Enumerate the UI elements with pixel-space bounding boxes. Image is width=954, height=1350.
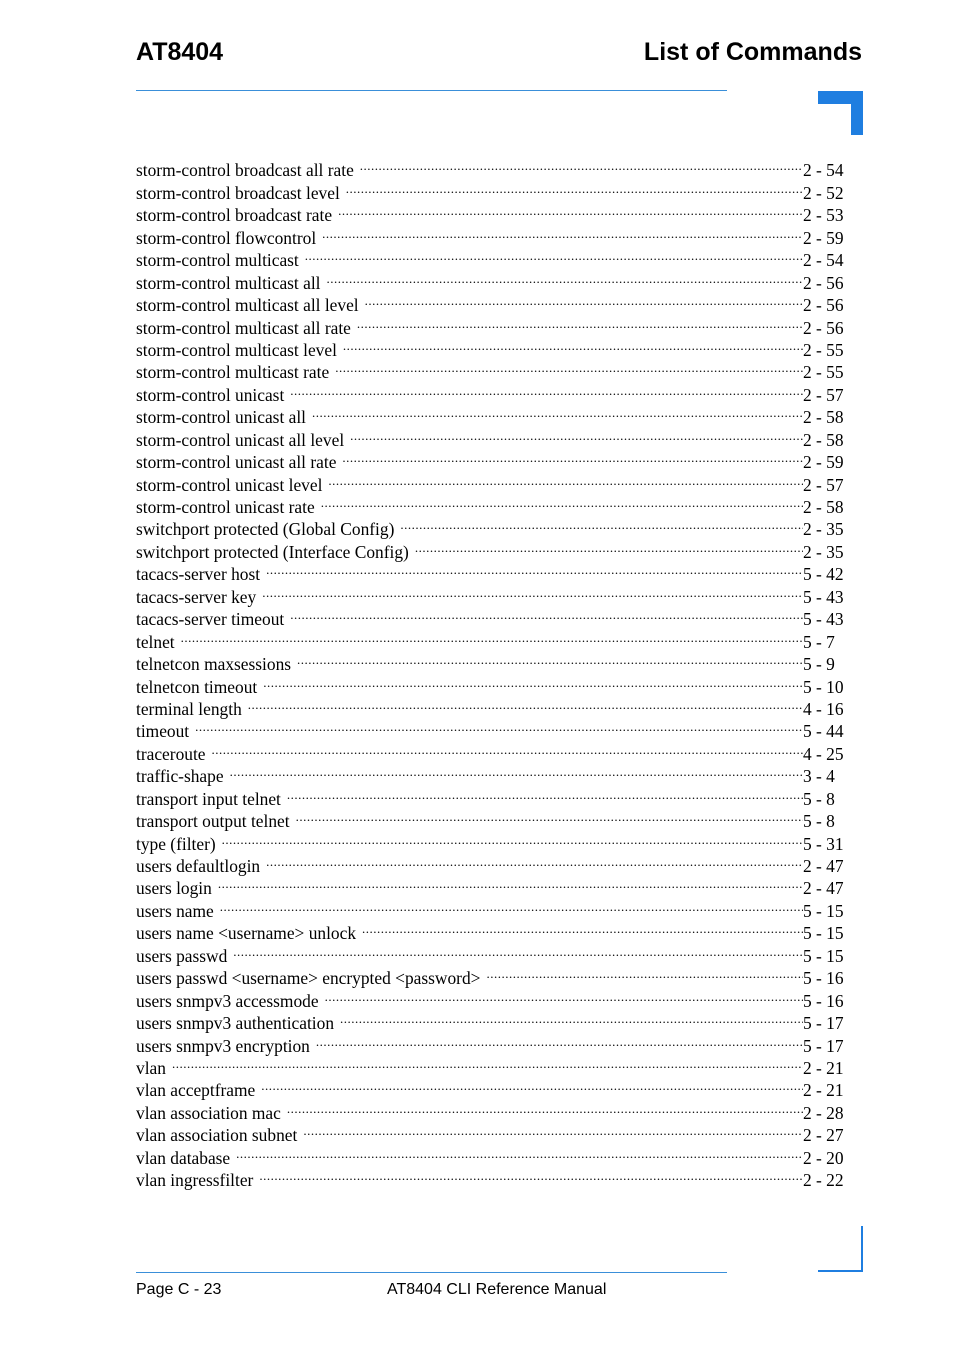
page-reference: 2 - 58 (803, 429, 844, 450)
command-name: terminal length (136, 698, 242, 719)
page-reference: 5 - 9 (803, 654, 835, 675)
index-entry (136, 715, 849, 742)
command-name: switchport protected (Interface Config) (136, 541, 409, 562)
dot-leader (290, 603, 803, 625)
command-name: storm-control multicast (136, 250, 299, 271)
page-reference: 2 - 52 (803, 182, 844, 203)
dot-leader (220, 894, 803, 916)
dot-leader (248, 693, 803, 715)
command-name: traceroute (136, 743, 206, 764)
page-reference: 4 - 16 (803, 698, 844, 719)
command-name: storm-control multicast level (136, 339, 337, 360)
dot-leader (365, 289, 803, 311)
dot-leader (400, 513, 803, 535)
command-name: storm-control multicast all rate (136, 317, 351, 338)
page-reference: 2 - 55 (803, 339, 844, 360)
page-reference: 2 - 54 (803, 160, 844, 181)
dot-leader (342, 446, 803, 468)
index-entry (136, 939, 849, 966)
dot-leader (350, 423, 803, 445)
command-name: users snmpv3 accessmode (136, 990, 319, 1011)
dot-leader (340, 1007, 803, 1029)
page-reference: 5 - 16 (803, 968, 844, 989)
command-name: vlan (136, 1057, 166, 1078)
page-reference: 5 - 16 (803, 990, 844, 1011)
dot-leader (362, 917, 803, 939)
footer-manual-title: AT8404 CLI Reference Manual (387, 1281, 607, 1298)
dot-leader (322, 221, 803, 243)
command-name: type (filter) (136, 833, 216, 854)
command-name: users name <username> unlock (136, 923, 357, 944)
page-reference: 2 - 35 (803, 541, 844, 562)
page-reference: 2 - 20 (803, 1147, 844, 1168)
dot-leader (357, 311, 803, 333)
dot-leader (212, 737, 803, 759)
command-name: storm-control unicast level (136, 474, 323, 495)
command-name: storm-control broadcast rate (136, 205, 333, 226)
command-name: vlan association mac (136, 1102, 281, 1123)
dot-leader (287, 782, 803, 804)
dot-leader (233, 939, 803, 961)
command-name: storm-control flowcontrol (136, 227, 317, 248)
page-reference: 2 - 56 (803, 295, 844, 316)
command-name: traffic-shape (136, 766, 224, 787)
command-name: storm-control multicast rate (136, 362, 330, 383)
dot-leader (415, 535, 803, 557)
page-reference: 5 - 15 (803, 923, 844, 944)
page-reference: 2 - 35 (803, 519, 844, 540)
page-reference: 2 - 57 (803, 474, 844, 495)
command-name: storm-control unicast all rate (136, 452, 337, 473)
header-rule (136, 90, 727, 91)
page-reference: 2 - 22 (803, 1170, 844, 1191)
page-reference: 2 - 58 (803, 407, 844, 428)
dot-leader (360, 154, 803, 176)
dot-leader (346, 176, 803, 198)
index-entry (136, 1052, 849, 1078)
page-reference: 5 - 17 (803, 1035, 844, 1056)
page-reference: 2 - 21 (803, 1057, 844, 1078)
dot-leader (328, 468, 803, 490)
header-product: AT8404 (136, 38, 224, 66)
page-reference: 2 - 55 (803, 362, 844, 383)
command-name: users passwd (136, 945, 228, 966)
command-name: users login (136, 878, 212, 899)
page-reference: 2 - 57 (803, 384, 844, 405)
page-reference: 2 - 47 (803, 878, 844, 899)
dot-leader (222, 827, 803, 849)
dot-leader (335, 356, 803, 378)
command-name: users snmpv3 encryption (136, 1035, 310, 1056)
command-name: storm-control unicast rate (136, 497, 315, 517)
page-reference: 5 - 43 (803, 609, 844, 630)
page-reference: 2 - 56 (803, 317, 844, 338)
dot-leader (303, 1119, 803, 1141)
command-name: timeout (136, 721, 190, 742)
dot-leader (230, 760, 803, 782)
page-reference: 5 - 17 (803, 1013, 844, 1034)
header-section-title: List of Commands (643, 38, 862, 66)
dot-leader (263, 670, 803, 692)
index-entry (136, 1164, 849, 1191)
index-entry (136, 827, 849, 854)
page-reference: 2 - 47 (803, 856, 844, 876)
index-entry (136, 1074, 849, 1101)
footer-rule (136, 1272, 727, 1273)
command-name: telnetcon timeout (136, 676, 258, 697)
dot-leader (172, 1052, 803, 1074)
command-index-list (136, 154, 849, 1191)
dot-leader (325, 984, 803, 1006)
page-reference: 2 - 59 (803, 452, 844, 473)
command-name: users defaultlogin (136, 856, 261, 876)
index-entry (136, 894, 849, 921)
command-name: telnet (136, 631, 175, 652)
dot-leader (261, 1074, 803, 1096)
page-reference: 5 - 10 (803, 676, 844, 697)
dot-leader (266, 850, 803, 872)
command-name: transport output telnet (136, 811, 290, 832)
dot-leader (181, 625, 803, 647)
page-reference: 5 - 15 (803, 900, 844, 921)
command-name: storm-control multicast all level (136, 295, 359, 316)
dot-leader (195, 715, 803, 737)
dot-leader (316, 1029, 803, 1051)
dot-leader (338, 199, 803, 221)
index-entry (136, 154, 849, 181)
page-reference: 2 - 21 (803, 1080, 844, 1101)
index-entry (136, 1141, 849, 1168)
page-reference: 2 - 53 (803, 205, 844, 226)
page-reference: 2 - 27 (803, 1125, 844, 1146)
index-entry (136, 737, 849, 764)
page-reference: 2 - 28 (803, 1102, 844, 1123)
page-reference: 2 - 59 (803, 227, 844, 248)
dot-leader (266, 558, 803, 580)
command-name: tacacs-server key (136, 586, 257, 607)
page-reference: 5 - 8 (803, 788, 835, 809)
page-reference: 5 - 15 (803, 945, 844, 966)
command-name: tacacs-server host (136, 564, 261, 585)
dot-leader (321, 491, 803, 513)
command-name: vlan ingressfilter (136, 1170, 254, 1191)
dot-leader (312, 401, 803, 423)
command-name: storm-control unicast (136, 384, 285, 405)
page-reference: 4 - 25 (803, 743, 844, 764)
command-name: storm-control unicast all (136, 407, 307, 428)
dot-leader (486, 962, 803, 984)
page-reference: 5 - 42 (803, 564, 844, 585)
page-reference: 2 - 56 (803, 272, 844, 293)
page-reference: 2 - 58 (803, 497, 844, 517)
dot-leader (327, 266, 804, 288)
page-reference: 5 - 8 (803, 811, 835, 832)
dot-leader (305, 244, 803, 266)
dot-leader (287, 1096, 803, 1118)
dot-leader (262, 580, 803, 602)
command-name: users snmpv3 authentication (136, 1013, 335, 1034)
top-corner-mark (818, 91, 863, 135)
dot-leader (296, 805, 803, 827)
page-reference: 2 - 54 (803, 250, 844, 271)
index-entry (136, 760, 849, 787)
command-name: storm-control broadcast level (136, 182, 340, 203)
command-name: users name (136, 900, 214, 921)
command-name: vlan association subnet (136, 1125, 298, 1146)
index-entry (136, 917, 849, 944)
dot-leader (343, 334, 803, 356)
index-entry (136, 625, 849, 652)
index-entry (136, 962, 849, 989)
dot-leader (297, 648, 803, 670)
dot-leader (236, 1141, 803, 1163)
command-name: storm-control multicast all (136, 272, 321, 293)
command-name: storm-control broadcast all rate (136, 160, 354, 181)
dot-leader (290, 378, 803, 400)
command-name: users passwd <username> encrypted <password> (136, 968, 481, 989)
index-entry (136, 850, 849, 876)
command-name: telnetcon maxsessions (136, 654, 292, 675)
command-name: transport input telnet (136, 788, 281, 809)
page-reference: 5 - 43 (803, 586, 844, 607)
command-name: storm-control unicast all level (136, 429, 345, 450)
command-name: switchport protected (Global Config) (136, 519, 395, 540)
index-entry (136, 648, 849, 675)
index-entry (136, 872, 849, 899)
index-entry (136, 782, 849, 809)
dot-leader (259, 1164, 803, 1186)
page-reference: 5 - 31 (803, 833, 844, 854)
dot-leader (218, 872, 803, 894)
footer-page-number: Page C - 23 (136, 1281, 222, 1298)
command-name: vlan acceptframe (136, 1080, 256, 1101)
page-reference: 5 - 44 (803, 721, 844, 742)
command-name: tacacs-server timeout (136, 609, 285, 630)
page-reference: 3 - 4 (803, 766, 835, 787)
command-name: vlan database (136, 1147, 231, 1168)
bottom-corner-mark (818, 1226, 863, 1272)
page-reference: 5 - 7 (803, 631, 835, 652)
